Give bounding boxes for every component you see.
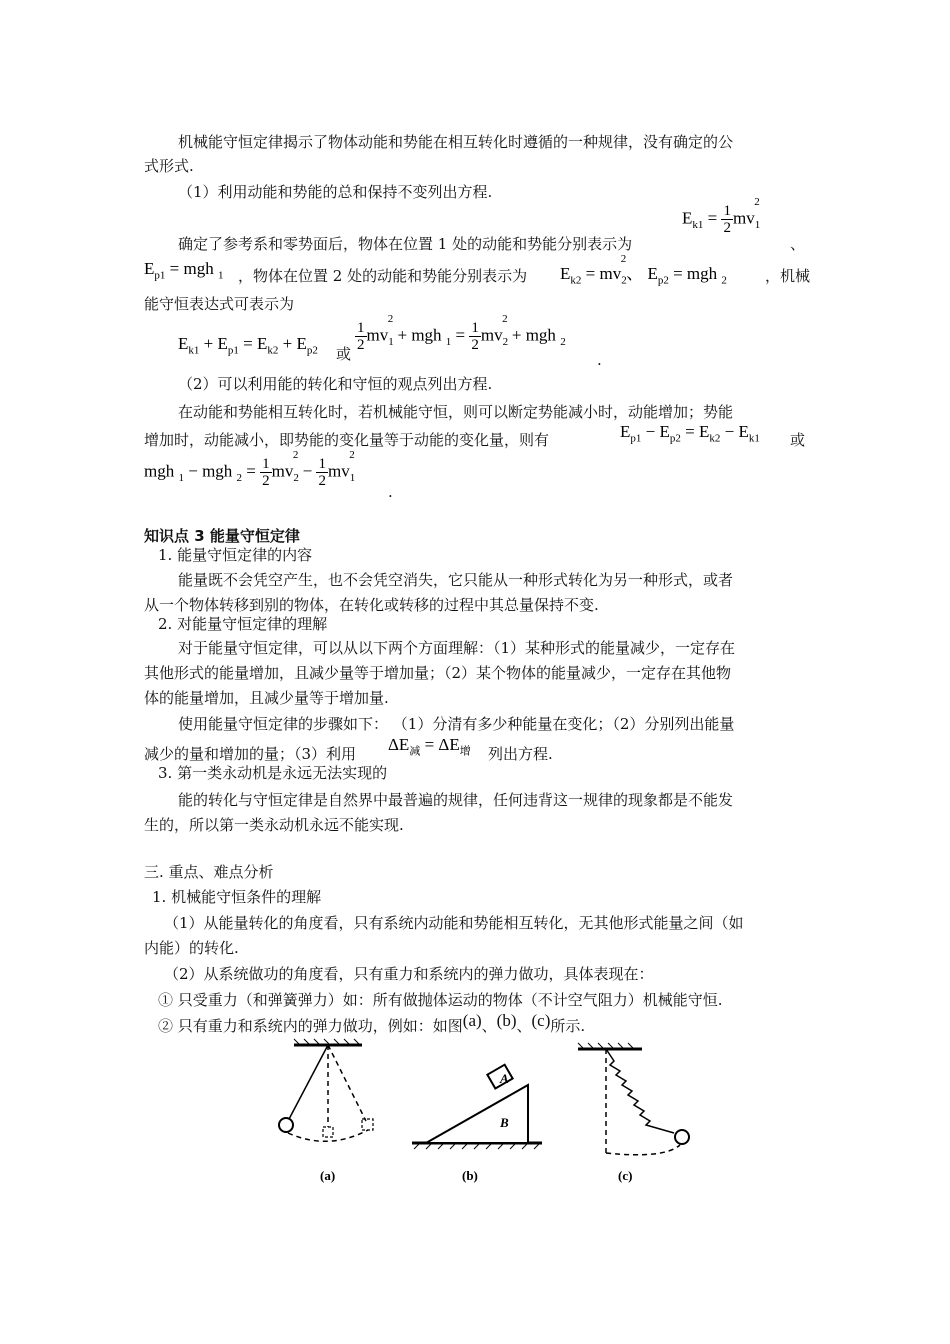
paragraph-steps-tail: 列出方程. [488,745,553,763]
paragraph-steps-line1: 使用能量守恒定律的步骤如下： （1）分清有多少种能量在变化；（2）分别列出能量 [178,715,735,733]
or-word-2: 或 [790,431,806,449]
diagram-incline [412,1065,542,1149]
subheading-perpetual-motion: 3. 第一类永动机是永远无法实现的 [158,764,388,782]
formula-delta-e-equal: $\Delta E_减 = \Delta E_增$ [388,735,471,758]
formula-ek2-ep2: $E_{k2} = mv_2^2$、 $E_{p2}$ = mgh $_2$ [560,253,727,287]
case-2-text: ② 只有重力和系统内的弹力做功，例如：如图 [158,1017,463,1035]
case-2-sep1: 、 [481,1017,497,1035]
subheading-law-understanding: 2. 对能量守恒定律的理解 [158,615,328,633]
formula-delta-energy: $E_{p1} - E_{p2} = E_{k2} - E_{k1}$ [620,422,760,445]
subheading-conservation-condition: 1. 机械能守恒条件的理解 [152,888,322,906]
formula-delta-explicit: mgh $_1$ − mgh $_2$ = $\frac{1}{2}$ $mv_2^2$ − $\frac{1}{2}$ $mv_1^2$ [144,448,356,489]
block-b-label: B [500,1115,509,1130]
item-energy-transform-line1: （1）从能量转化的角度看，只有系统内动能和势能相互转化，无其他形式能量之间（如 [164,914,744,932]
case-2 [158,1011,586,1036]
ref-figure-a: (a) [462,1011,482,1030]
paragraph-intro-line1: 机械能守恒定律揭示了物体动能和势能在相互转化时遵循的一种规律，没有确定的公 [178,133,734,151]
ref-figure-b: (b) [496,1011,517,1030]
paragraph-expression: 能守恒表达式可表示为 [144,295,295,313]
paragraph-pos2-tail: ，机械 [765,267,811,285]
subheading-law-content: 1. 能量守恒定律的内容 [158,546,313,564]
case-2-sep2: 、 [516,1017,532,1035]
item-1: （1）利用动能和势能的总和保持不变列出方程. [178,183,493,201]
paragraph-steps-line2: 减少的量和增加的量；（3）利用 [144,745,357,763]
heading-knowledge-point-3: 知识点 3 能量守恒定律 [144,527,300,545]
paragraph-perpetual-line2: 生的，所以第一类永动机永远不能实现. [144,816,404,834]
label-figure-a: (a) [320,1168,336,1183]
item-2: （2）可以利用能的转化和守恒的观点列出方程. [178,375,493,393]
paragraph-understanding-line2: 其他形式的能量增加，且减少量等于增加量；（2）某个物体的能量减少，一定存在其他物 [144,664,732,682]
formula-ek1: $E_{k1}$ = $\frac{1}{2}$ $mv_1^2$ [682,195,761,236]
item-energy-transform-line2: 内能）的转化. [144,939,239,957]
formula-ep1: $E_{p1}$ = mgh $_1$ [144,259,224,282]
figure-diagrams [270,1035,710,1195]
ref-figure-c: (c) [531,1011,551,1030]
separator-comma: 、 [790,235,806,253]
paragraph-perpetual-line1: 能的转化与守恒定律是自然界中最普遍的规律，任何违背这一规律的现象都是不能发 [178,791,734,809]
paragraph-pos1: 确定了参考系和零势面后，物体在位置 1 处的动能和势能分别表示为 [178,235,633,253]
paragraph-understanding-line1: 对于能量守恒定律，可以从以下两个方面理解：（1）某种形式的能量减少，一定存在 [178,639,736,657]
block-a-label: A [500,1071,509,1086]
label-figure-b: (b) [462,1168,478,1183]
paragraph-intro-line2: 式形式. [144,157,194,175]
label-figure-c: (c) [618,1168,633,1183]
paragraph-understanding-line3: 体的能量增加，且减少量等于增加量. [144,689,389,707]
case-2-tail: 所示. [550,1017,586,1035]
paragraph-law-line2: 从一个物体转移到别的物体，在转化或转移的过程中其总量保持不变. [144,596,599,614]
paragraph-transform-line1: 在动能和势能相互转化时，若机械能守恒，则可以断定势能减小时，动能增加；势能 [178,403,734,421]
case-1: ① 只受重力（和弹簧弹力）如：所有做抛体运动的物体（不计空气阻力）机械能守恒. [158,991,723,1009]
diagram-pendulum [279,1039,373,1141]
paragraph-transform-line2: 增加时，动能减小，即势能的变化量等于动能的变化量，则有 [144,431,550,449]
diagram-spring [578,1043,689,1155]
period-2: . [388,483,393,501]
period-1: . [597,351,602,369]
heading-key-points: 三. 重点、难点分析 [144,863,274,881]
item-work-view: （2）从系统做功的角度看，只有重力和系统内的弹力做功，具体表现在： [164,965,654,983]
formula-conservation-explicit: $\frac{1}{2}$ $mv_1^2$ + mgh $_1$ = $\frac{1}{2}$ $mv_2^2$ + mgh $_2$ [357,312,566,353]
paragraph-law-line1: 能量既不会凭空产生，也不会凭空消失，它只能从一种形式转化为另一种形式，或者 [178,571,734,589]
formula-conservation-sum: $E_{k1} + E_{p1} = E_{k2} + E_{p2}$ [178,334,318,357]
paragraph-pos2: ，物体在位置 2 处的动能和势能分别表示为 [238,267,528,285]
or-word-1: 或 [336,345,352,363]
